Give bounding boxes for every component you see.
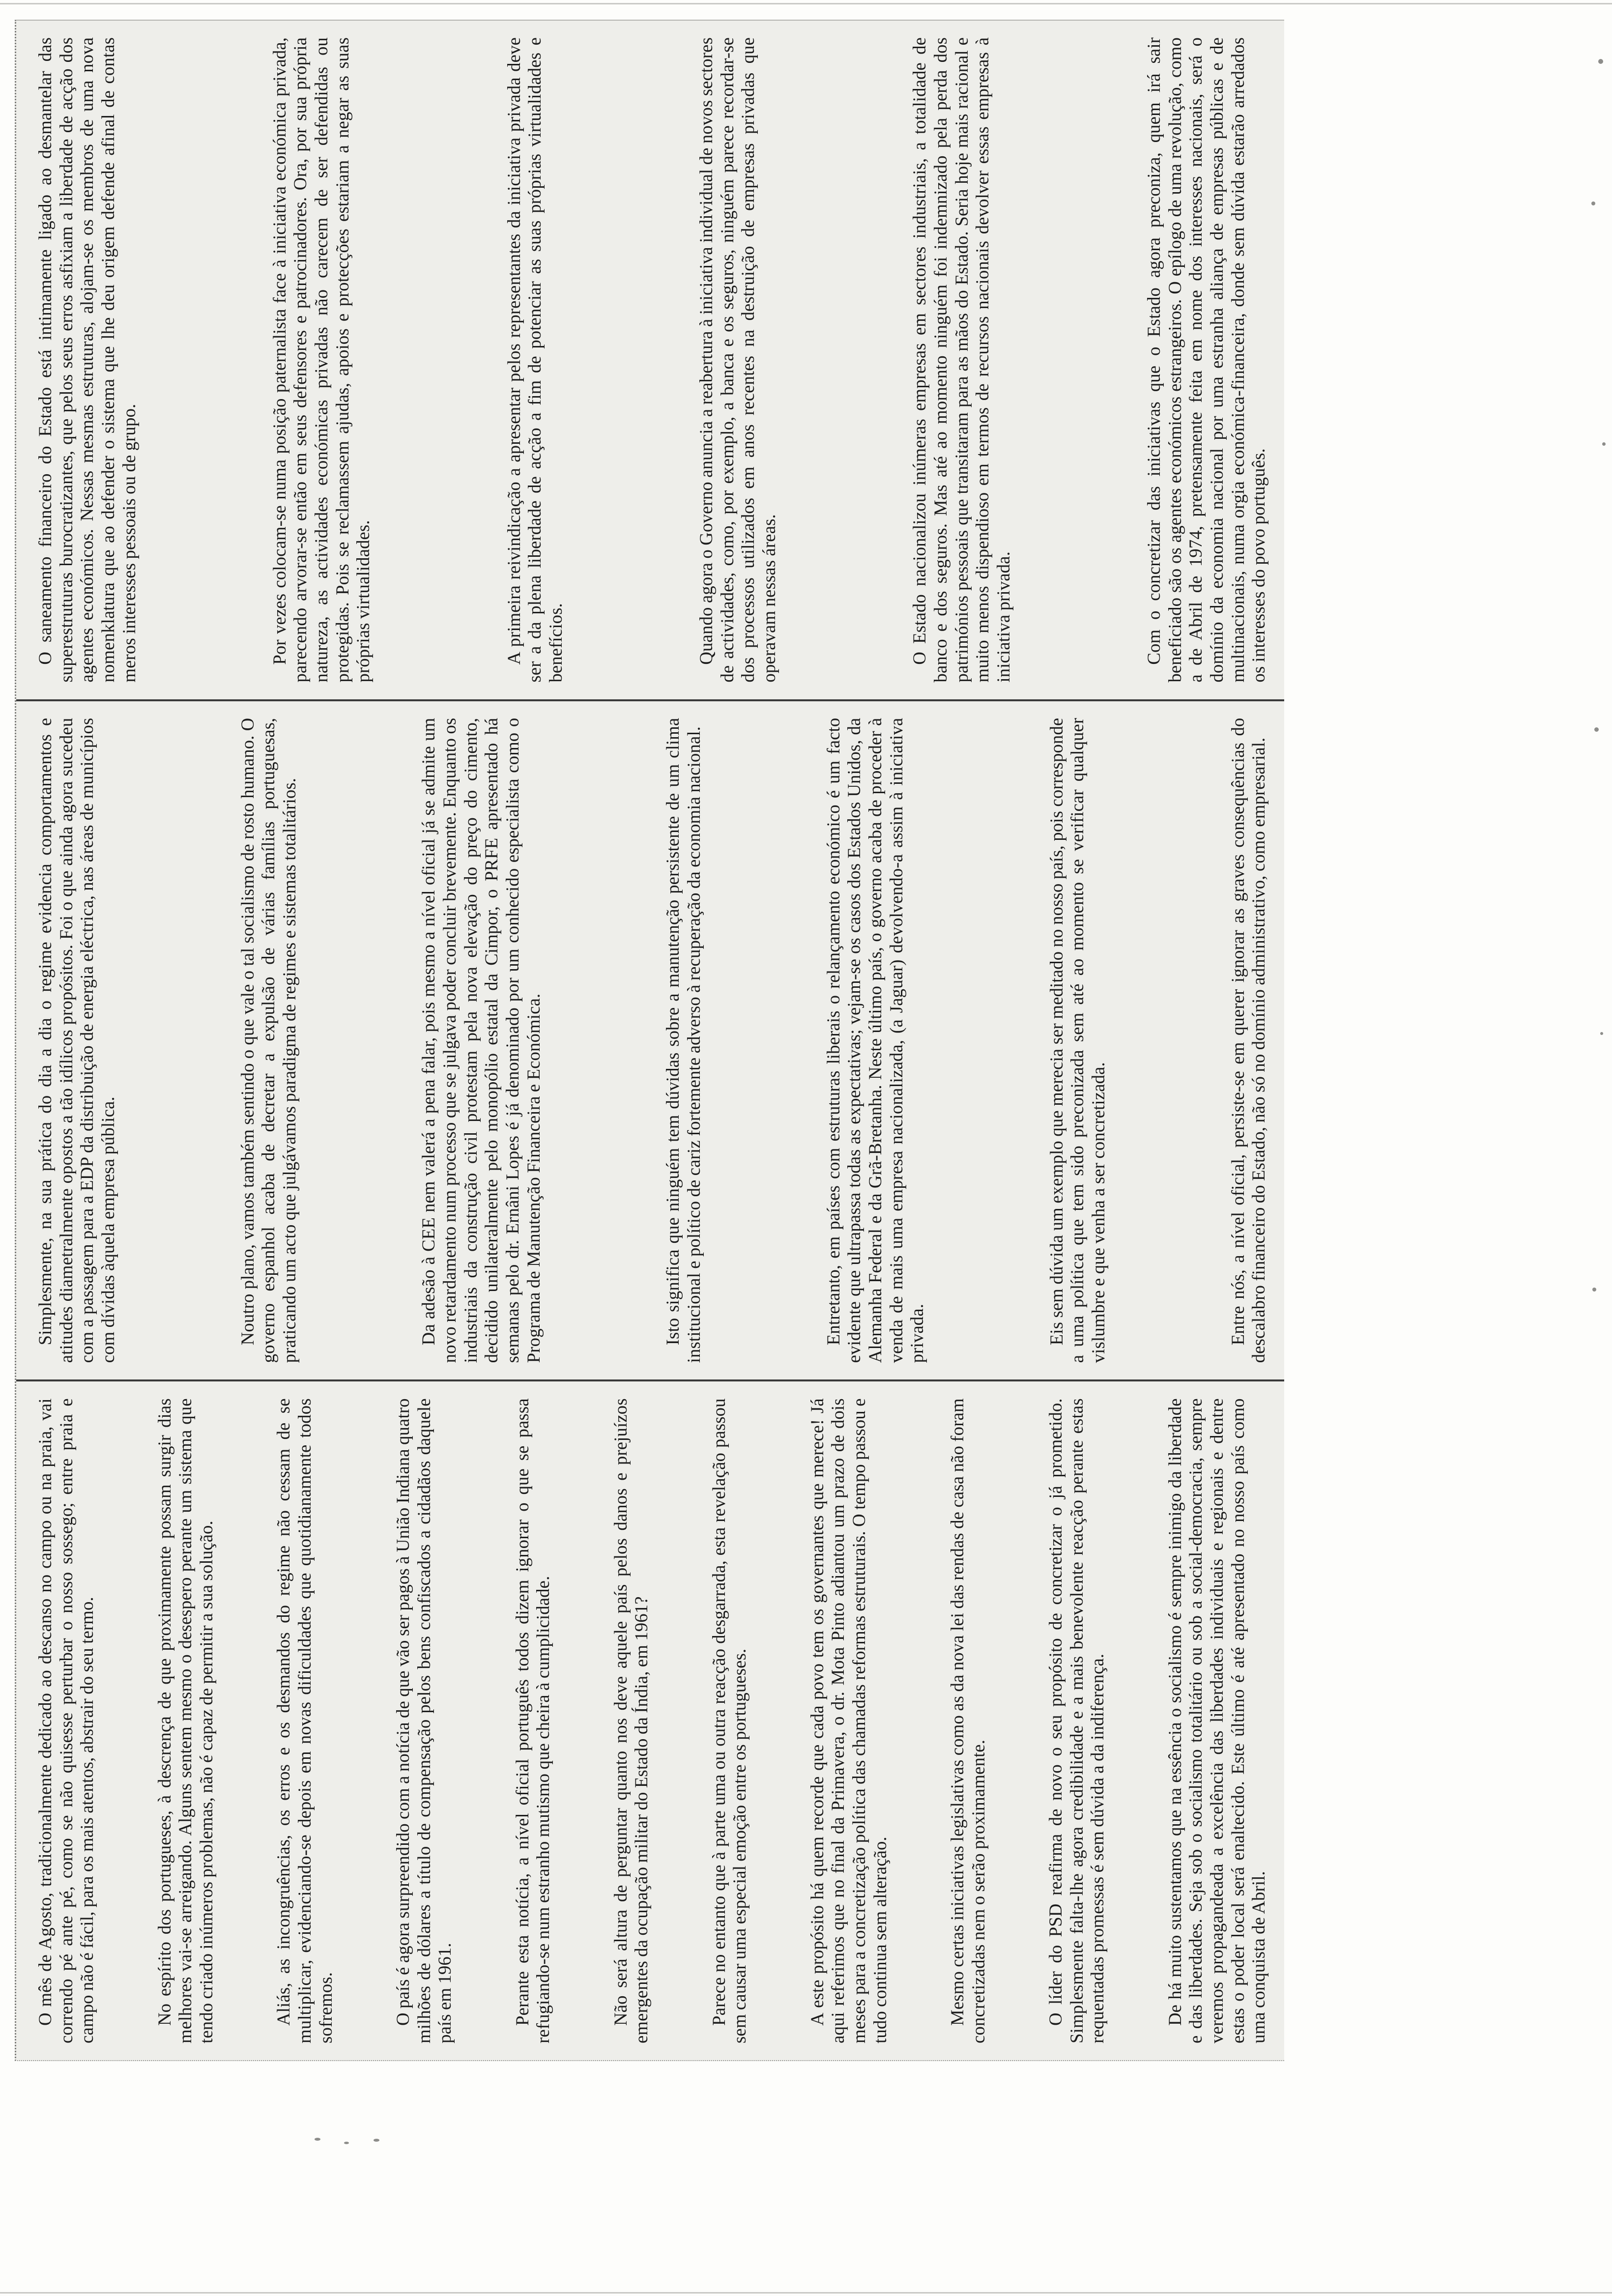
- article-body: [16, 21, 1284, 2060]
- article-paragraph: Não será altura de perguntar quanto nos deve aquele país pelos danos e prejuízos emergentes da ocupação militar do Estado da Índia, em 1961?: [610, 1398, 652, 2043]
- article-paragraph: Com o concretizar das iniciativas que o Estado agora preconiza, quem irá sair beneficiado são os agentes económicos estrangeiros. O epílogo de uma revolução, como a de Abril de 1974, pretensamente feita em nome dos interesses nacionais, será o domínio da economia nacional por uma estranha aliança de empresas públicas e de multinacionais, numa orgia económica-financeira, donde sem dúvida estarão arredados os interesses do povo português.: [1143, 37, 1269, 683]
- scan-speck: [1591, 201, 1595, 205]
- article-paragraph: Aliás, as incongruências, os erros e os desmandos do regime não cessam de se multiplicar, evidenciando-se depois em novas dificuldades que quotidianamente todos sofremos.: [273, 1398, 336, 2043]
- article-column-1: [16, 1381, 1284, 2060]
- article-paragraph: A este propósito há quem recorde que cada povo tem os governantes que merece! Já aqui referimos que no final da Primavera, o dr. Mota Pinto adiantou um prazo de dois meses para a concretização política das chamadas reformas estruturais. O tempo passou e tudo continua sem alteração.: [806, 1398, 890, 2043]
- scan-speck: [1602, 442, 1606, 446]
- scan-speck: [1594, 727, 1599, 732]
- article-paragraph: A primeira reivindicação a apresentar pelos representantes da iniciativa privada deve ser a da plena liberdade de acção a fim de potenciar as suas próprias virtualidades e benefícios.: [503, 37, 566, 683]
- article-column-3: [16, 21, 1284, 701]
- article-paragraph: Parece no entanto que à parte uma ou outra reacção desgarrada, esta revelação passou sem causar uma especial emoção entre os portugueses.: [708, 1398, 750, 2043]
- article-paragraph: Simplesmente, na sua prática do dia a dia o regime evidencia comportamentos e atitudes diametralmente opostos a tão idílicos propósitos. Foi o que ainda agora sucedeu com a passagem para a EDP da distribuição de energia eléctrica, nas áreas de municípios com dívidas àquela empresa pública.: [35, 718, 118, 1363]
- article-paragraph: O Estado nacionalizou inúmeras empresas em sectores industriais, a totalidade de banco e dos seguros. Mas até ao momento ninguém foi indemnizado pela perda dos patrimónios pessoais que transitaram para as mãos do Estado. Seria hoje mais racional e muito menos dispendioso em termos de recursos nacionais devolver essas empresas à iniciativa privada.: [909, 37, 1013, 683]
- article-paragraph: Eis sem dúvida um exemplo que merecia ser meditado no nosso país, pois corresponde a uma política que tem sido preconizada sem até ao momento se verificar qualquer vislumbre e que venha a ser concretizada.: [1046, 718, 1109, 1363]
- article-paragraph: O líder do PSD reafirma de novo o seu propósito de concretizar o já prometido. Simplesmente falta-lhe agora credibilidade e a mais benevolente reacção perante estas requentadas promessas é sem dúvida a da indiferença.: [1045, 1398, 1108, 2043]
- scan-speck: [344, 2142, 349, 2144]
- article-paragraph: O mês de Agosto, tradicionalmente dedicado ao descanso no campo ou na praia, vai correndo pé ante pé, como se não quisesse perturbar o nosso sossego; entre praia e campo não é fácil, para os mais atentos, abstrair do seu termo.: [35, 1398, 97, 2043]
- article-paragraph: No espírito dos portugueses, à descrença de que proximamente possam surgir dias melhores vai-se arreigando. Alguns sentem mesmo o desespero perante um sistema que tendo criado inúmeros problemas, não é capaz de permitir a sua solução.: [154, 1398, 216, 2043]
- scan-speck: [315, 2138, 320, 2141]
- article-paragraph: Noutro plano, vamos também sentindo o que vale o tal socialismo de rosto humano. O governo espanhol acaba de decretar a expulsão de várias famílias portuguesas, praticando um acto que julgávamos paradigma de regimes e sistemas totalitários.: [237, 718, 299, 1363]
- bottom-edge-line: [0, 2292, 1612, 2294]
- article-column-2: [16, 701, 1284, 1382]
- newspaper-clipping: [15, 20, 1284, 2061]
- article-paragraph: Perante esta notícia, a nível oficial português todos dizem ignorar o que se passa refugiando-se num estranho mutismo que cheira à cumplicidade.: [512, 1398, 553, 2043]
- scan-speck: [374, 2139, 379, 2142]
- article-paragraph: Isto significa que ninguém tem dúvidas sobre a manutenção persistente de um clima institucional e político de cariz fortemente adverso à recuperação da economia nacional.: [662, 718, 704, 1363]
- article-paragraph: De há muito sustentamos que na essência o socialismo é sempre inimigo da liberdade e das liberdades. Seja sob o socialismo totalitário ou sob a social-democracia, sempre veremos propagandeada a excelência das liberdades individuais e regionais e dentre estas o poder local será enaltecido. Este último é até apresentado no nosso país como uma conquista de Abril.: [1164, 1398, 1269, 2043]
- article-paragraph: O saneamento financeiro do Estado está intimamente ligado ao desmantelar das superestruturas burocratizantes, que pelos seus erros asfixiam a liberdade de acção dos agentes económicos. Nessas mesmas estruturas, alojam-se os membros de uma nova nomenklatura que ao defender o sistema que lhe deu origem defende afinal de contas meros interesses pessoais ou de grupo.: [35, 37, 139, 683]
- article-paragraph: O país é agora surpreendido com a notícia de que vão ser pagos à União Indiana quatro milhões de dólares a título de compensação pelos bens confiscados a cidadãos daquele país em 1961.: [392, 1398, 455, 2043]
- article-paragraph: Por vezes colocam-se numa posição paternalista face à iniciativa económica privada, parecendo arvorar-se então em seus defensores e patrocinadores. Ora, por sua própria natureza, as actividades económicas privadas não carecem de ser defendidas ou protegidas. Pois se reclamassem ajudas, apoios e protecções estariam a negar as suas próprias virtualidades.: [269, 37, 374, 683]
- scan-speck: [1600, 1032, 1603, 1035]
- article-paragraph: Entretanto, em países com estruturas liberais o relançamento económico é um facto evidente que ultrapassa todas as expectativas; vejam-se os casos dos Estados Unidos, da Alemanha Federal e da Grã-Bretanha. Neste último país, o governo acaba de proceder à venda de mais uma empresa nacionalizada, (a Jaguar) devolvendo-a assim à iniciativa privada.: [823, 718, 927, 1363]
- article-paragraph: Da adesão à CEE nem valerá a pena falar, pois mesmo a nível oficial já se admite um novo retardamento num processo que se julgava poder concluir brevemente. Enquanto os industriais da construção civil protestam pela nova elevação do preço do cimento, decidido unilateralmente pelo monopólio estatal da Cimpor, o PRFE apresentado há semanas pelo dr. Ernâni Lopes é já denominado por um conhecido especialista como o Programa de Manutenção Financeira e Económica.: [418, 718, 544, 1363]
- top-edge-line: [0, 3, 1612, 4]
- scan-speck: [1598, 59, 1603, 64]
- article-paragraph: Mesmo certas iniciativas legislativas como as da nova lei das rendas de casa não foram concretizadas nem o serão proximamente.: [947, 1398, 988, 2043]
- article-paragraph: Entre nós, a nível oficial, persiste-se em querer ignorar as graves consequências do descalabro financeiro do Estado, não só no domínio administrativo, como empresarial.: [1227, 718, 1269, 1363]
- scan-speck: [1592, 1288, 1596, 1292]
- article-paragraph: Quando agora o Governo anuncia a reabertura à iniciativa individual de novos sectores de actividades, como, por exemplo, a banca e os seguros, ninguém parece recordar-se dos processos utilizados em anos recentes na destruição de empresas privadas que operavam nessas áreas.: [696, 37, 779, 683]
